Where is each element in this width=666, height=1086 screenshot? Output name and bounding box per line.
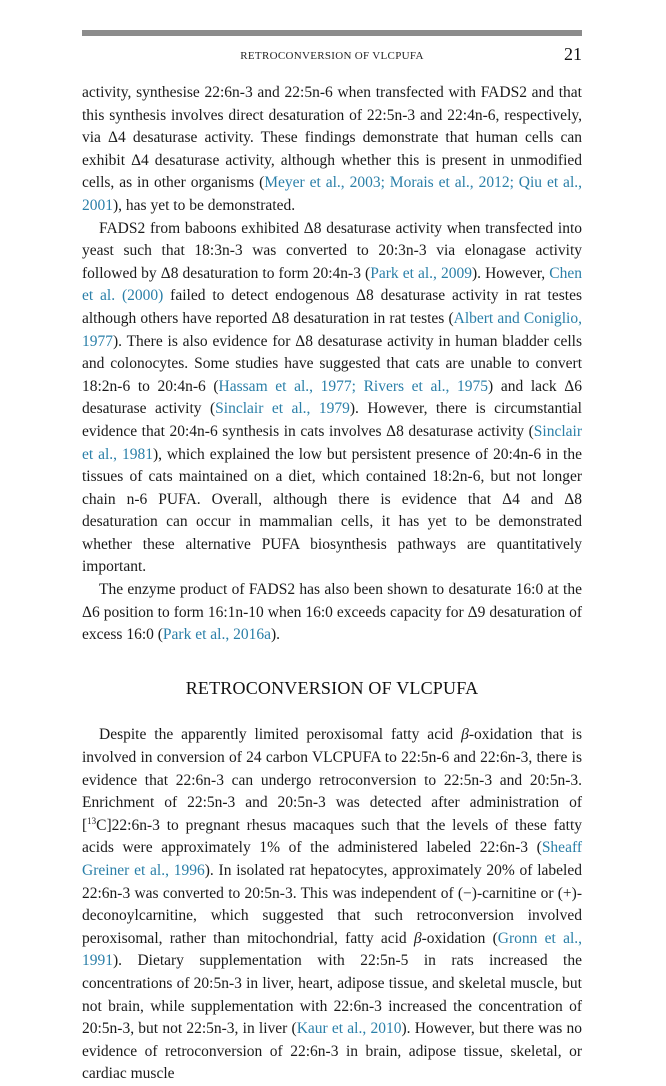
citation-link[interactable]: Sheaff Greiner et al., 1996 xyxy=(82,839,582,879)
citation-link[interactable]: Kaur et al., 2010 xyxy=(296,1020,402,1038)
header-rule xyxy=(82,30,582,36)
page-number: 21 xyxy=(564,44,582,64)
citation-link[interactable]: Chen et al. (2000) xyxy=(82,264,582,305)
running-header xyxy=(82,46,582,70)
citation-link[interactable]: Gronn et al., 1991 xyxy=(82,929,582,970)
citation-link[interactable]: Sinclair et al., 1981 xyxy=(82,422,582,463)
citation-link[interactable]: Sinclair et al., 1979 xyxy=(215,400,350,418)
citation-link[interactable]: Park et al., 2016a xyxy=(162,626,271,644)
beta-symbol: β xyxy=(461,726,469,744)
section-heading: RETROCONVERSION OF VLCPUFA xyxy=(185,677,479,698)
citation-link[interactable]: Albert and Coniglio, 1977 xyxy=(82,309,582,350)
body-text xyxy=(82,82,582,1086)
paragraph-4: Despite the apparently limited peroxisomal fatty acid β-oxidation that is involved in conversion of 24 carbon VLCPUFA to 22:5n-6 and 22:6n-3, there is evidence that 22:6n-3 can undergo retroconversion to 22:5n-3 and 20:5n-3. Enrichment of 22:5n-3 and 20:5n-3 was detected after administration of [$^{13}$C]22:6n-3 to pregnant rhesus macaques such that the levels of these fatty acids were approximately 1% of the administered labeled 22:6n-3 (Sheaff Greiner et al., 1996). In isolated rat hepatocytes, approximately 20% of labeled 22:6n-3 was converted to 20:5n-3. This was independent of (−)-carnitine or (+)-deconoylcarnitine, which suggested that such retroconversion involved peroxisomal, rather than mitochondrial, fatty acid β-oxidation (Gronn et al., 1991). Dietary supplementation with 22:5n-5 in rats increased the concentrations of 20:5n-3 in liver, heart, adipose tissue, and skeletal muscle, but not brain, while supplementation with 22:6n-3 increased the concentration of 20:5n-3, but not 22:5n-3, in liver (Kaur et al., 2010). However, but there was no evidence of retroconversion of 22:6n-3 in brain, adipose tissue, skeletal, or cardiac muscle xyxy=(82,726,583,1083)
paragraph-3: The enzyme product of FADS2 has also been shown to desaturate 16:0 at the Δ6 position to form 16:1n-10 when 16:0 exceeds capacity for Δ9 desaturation of excess 16:0 (Park et al., 2016a). xyxy=(82,581,582,644)
isotope-superscript: 13 xyxy=(87,815,97,826)
beta-symbol: β xyxy=(413,929,422,947)
running-title: RETROCONVERSION OF VLCPUFA xyxy=(240,50,424,62)
citation-link[interactable]: Hassam et al., 1977; Rivers et al., 1975 xyxy=(218,377,489,395)
paragraph-2: FADS2 from baboons exhibited Δ8 desaturase activity when transfected into yeast such that 18:3n-3 was converted to 20:3n-3 via elonagase activity followed by Δ8 desaturation to form 20:4n-3 (Park et al., 2009). However, Chen et al. (2000) failed to detect endogenous Δ8 desaturase activity in rat testes although others have reported Δ8 desaturation in rat testes (Albert and Coniglio, 1977). There is also evidence for Δ8 desaturase activity in human bladder cells and colonocytes. Some studies have suggested that cats are unable to convert 18:2n-6 to 20:4n-6 (Hassam et al., 1977; Rivers et al., 1975) and lack Δ6 desaturase activity (Sinclair et al., 1979). However, there is circumstantial evidence that 20:4n-6 synthesis in cats involves Δ8 desaturase activity (Sinclair et al., 1981), which explained the low but persistent presence of 20:4n-6 in the tissues of cats maintained on a diet, which contained 18:2n-6, but not longer chain n-6 PUFA. Overall, although there is evidence that Δ4 and Δ8 desaturation can occur in mammalian cells, it has yet to be demonstrated whether these alternative PUFA biosynthesis pathways are quantitatively important. xyxy=(82,219,583,576)
paragraph-1: activity, synthesise 22:6n-3 and 22:5n-6 when transfected with FADS2 and that this synthesis involves direct desaturation of 22:5n-3 and 22:4n-6, respectively, via Δ4 desaturase activity. These findings demonstrate that human cells can exhibit Δ4 desaturase activity, although whether this is present in unmodified cells, as in other organisms (Meyer et al., 2003; Morais et al., 2012; Qiu et al., 2001), has yet to be demonstrated. xyxy=(82,84,582,214)
citation-link[interactable]: Park et al., 2009 xyxy=(370,264,472,282)
citation-link[interactable]: Meyer et al., 2003; Morais et al., 2012; Qiu et al., 2001 xyxy=(82,174,582,214)
